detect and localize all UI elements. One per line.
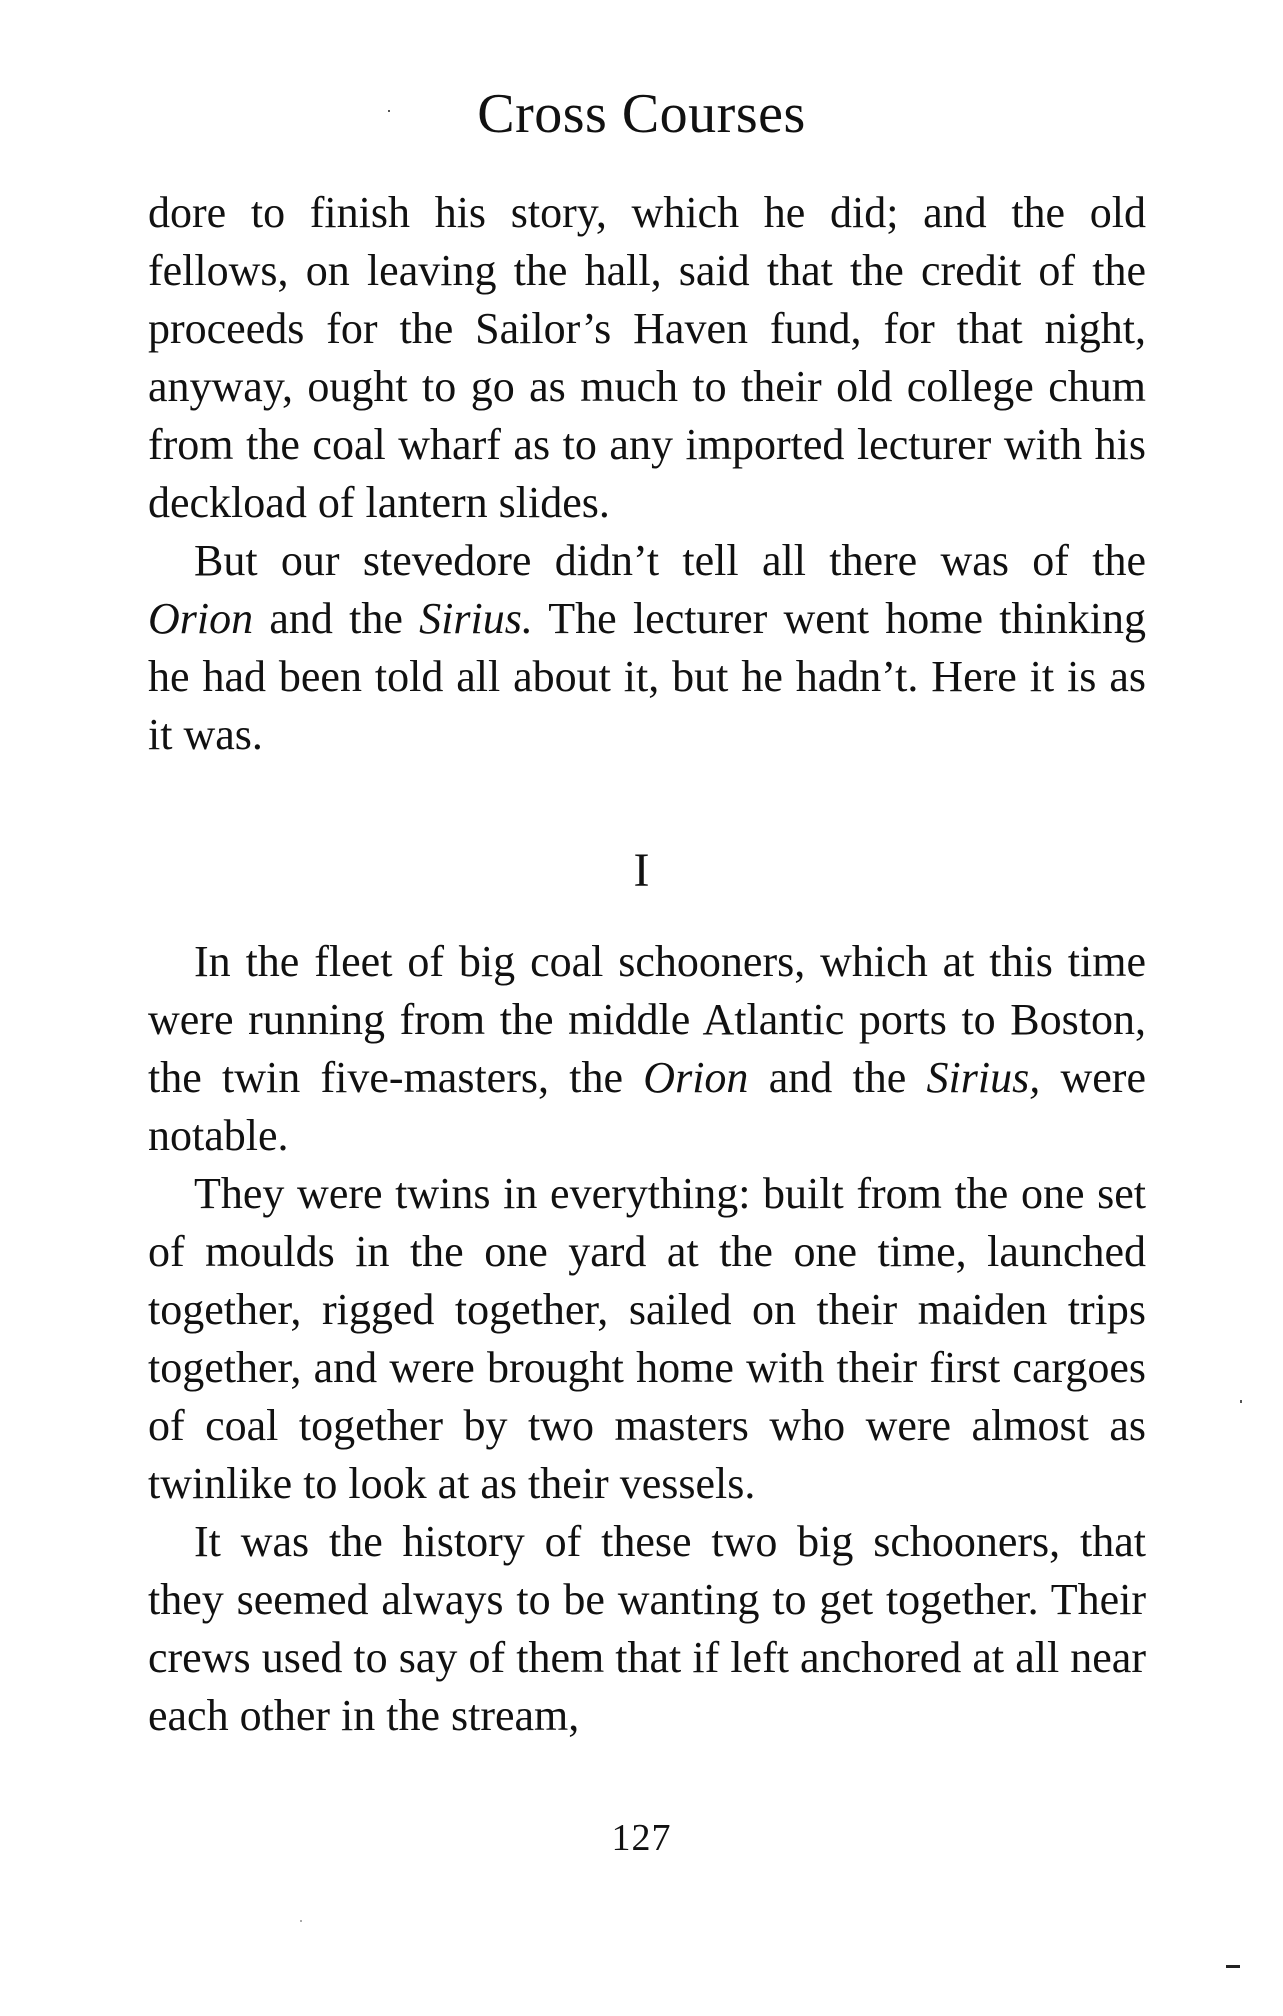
text-run: were notable. (148, 1053, 1146, 1160)
scan-speck (300, 1920, 302, 1922)
text-run: In the fleet of big coal schooners, which at this time were running from the middle Atlantic ports to Boston, the twin five-masters, the (148, 937, 1146, 1102)
paragraph-twins: They were twins in everything: built from the one set of moulds in the one yard at the one time, launched together, rigged together, sailed on their maiden trips together, and were brought home with their first cargoes of coal together by two masters who were almost as twinlike to look at as their vessels. (148, 1169, 1146, 1508)
ship-name-orion: Orion (643, 1053, 749, 1102)
text-run: and the (253, 594, 420, 643)
paragraph-fleet (148, 933, 1146, 1165)
scan-speck (388, 110, 390, 112)
text-block-top (148, 184, 1146, 764)
text-run: and the (748, 1053, 927, 1102)
paragraph-continued: dore to finish his story, which he did; and the old fellows, on leaving the hall, said that the credit of the proceeds for the Sailor’s Haven fund, for that night, anyway, ought to go as much to their old college chum from the coal wharf as to any imported lecturer with his deckload of lantern slides. (148, 188, 1146, 527)
text-block-section (148, 933, 1146, 1745)
text-run: But our stevedore didn’t tell all there was of the (194, 536, 1146, 585)
running-head: Cross Courses (477, 83, 806, 145)
scan-speck (1240, 1400, 1242, 1403)
section-number: I (633, 844, 650, 897)
paragraph-stevedore (148, 532, 1146, 764)
ship-name-sirius: Sirius, (926, 1053, 1041, 1102)
paragraph-history: It was the history of these two big schooners, that they seemed always to be wanting to get together. Their crews used to say of them that if left anchored at all near each other in the stream, (148, 1517, 1146, 1740)
ship-name-sirius: Sirius. (419, 594, 533, 643)
page-number: 127 (611, 1817, 672, 1859)
scan-dash (1226, 1965, 1240, 1968)
text-run: The lecturer went home thinking he had been told all about it, but he hadn’t. Here it is as it was. (148, 594, 1146, 759)
ship-name-orion: Orion (148, 594, 254, 643)
